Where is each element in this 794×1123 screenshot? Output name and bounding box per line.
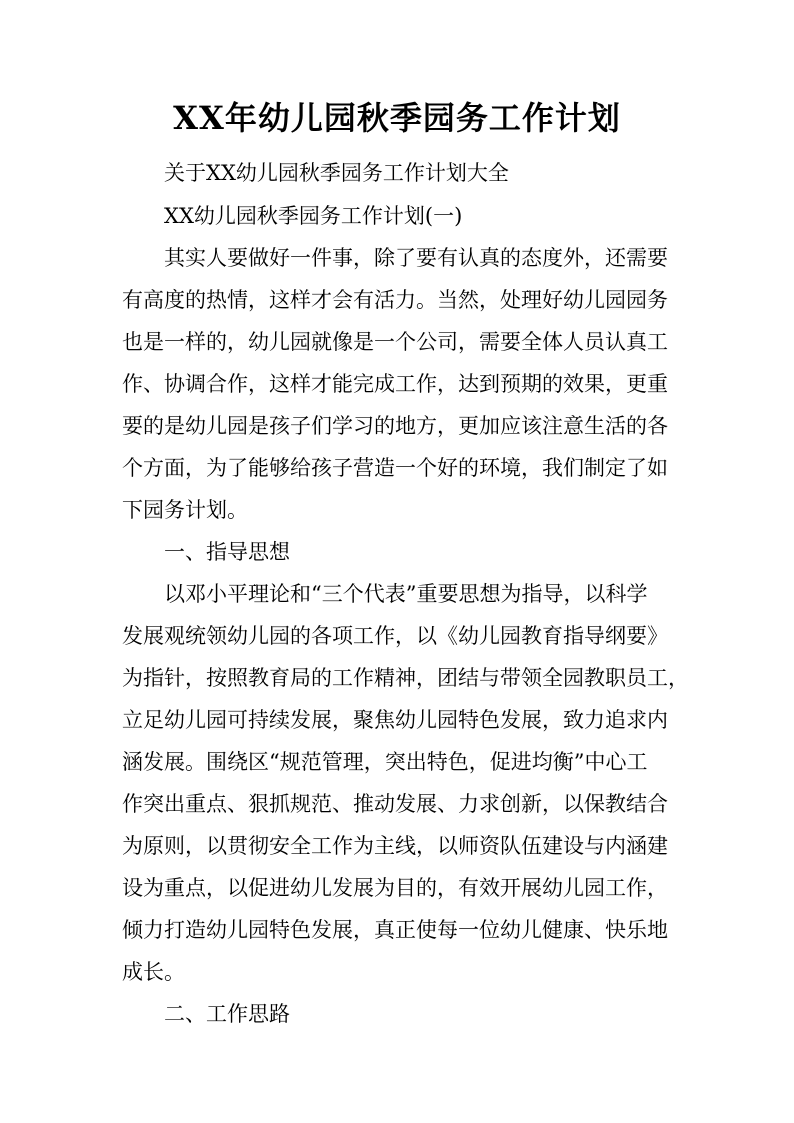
document-title: XX年幼儿园秋季园务工作计划 — [173, 99, 621, 137]
section-title: XX幼儿园秋季园务工作计划(一) — [164, 204, 463, 228]
paragraph-line: 为指针，按照教育局的工作精神，团结与带领全园教职员工， — [122, 666, 689, 690]
paragraph-line: 以邓小平理论和“三个代表”重要思想为指导，以科学 — [164, 582, 648, 606]
paragraph-line: 有高度的热情，这样才会有活力。当然，处理好幼儿园园务 — [122, 288, 668, 312]
paragraph-line: 作突出重点、狠抓规范、推动发展、力求创新，以保教结合 — [122, 792, 668, 816]
section-heading: 二、工作思路 — [164, 1002, 290, 1026]
paragraph-line: 立足幼儿园可持续发展，聚焦幼儿园特色发展，致力追求内 — [122, 708, 668, 732]
paragraph-line: 其实人要做好一件事，除了要有认真的态度外，还需要 — [164, 246, 668, 270]
paragraph-line: 成长。 — [122, 960, 185, 984]
paragraph-line: 倾力打造幼儿园特色发展，真正使每一位幼儿健康、快乐地 — [122, 918, 668, 942]
paragraph-line: 发展观统领幼儿园的各项工作，以《幼儿园教育指导纲要》 — [122, 624, 668, 648]
subtitle: 关于XX幼儿园秋季园务工作计划大全 — [164, 161, 509, 185]
paragraph-line: 作、协调合作，这样才能完成工作，达到预期的效果，更重 — [122, 372, 668, 396]
paragraph-line: 也是一样的，幼儿园就像是一个公司，需要全体人员认真工 — [122, 330, 668, 354]
paragraph-line: 为原则，以贯彻安全工作为主线，以师资队伍建设与内涵建 — [122, 834, 668, 858]
paragraph-line: 设为重点，以促进幼儿发展为目的，有效开展幼儿园工作， — [122, 876, 668, 900]
paragraph-line: 要的是幼儿园是孩子们学习的地方，更加应该注意生活的各 — [122, 414, 668, 438]
paragraph-line: 下园务计划。 — [122, 498, 248, 522]
paragraph-line: 涵发展。围绕区“规范管理，突出特色，促进均衡”中心工 — [122, 750, 648, 774]
paragraph-line: 个方面，为了能够给孩子营造一个好的环境，我们制定了如 — [122, 456, 668, 480]
section-heading: 一、指导思想 — [164, 540, 290, 564]
